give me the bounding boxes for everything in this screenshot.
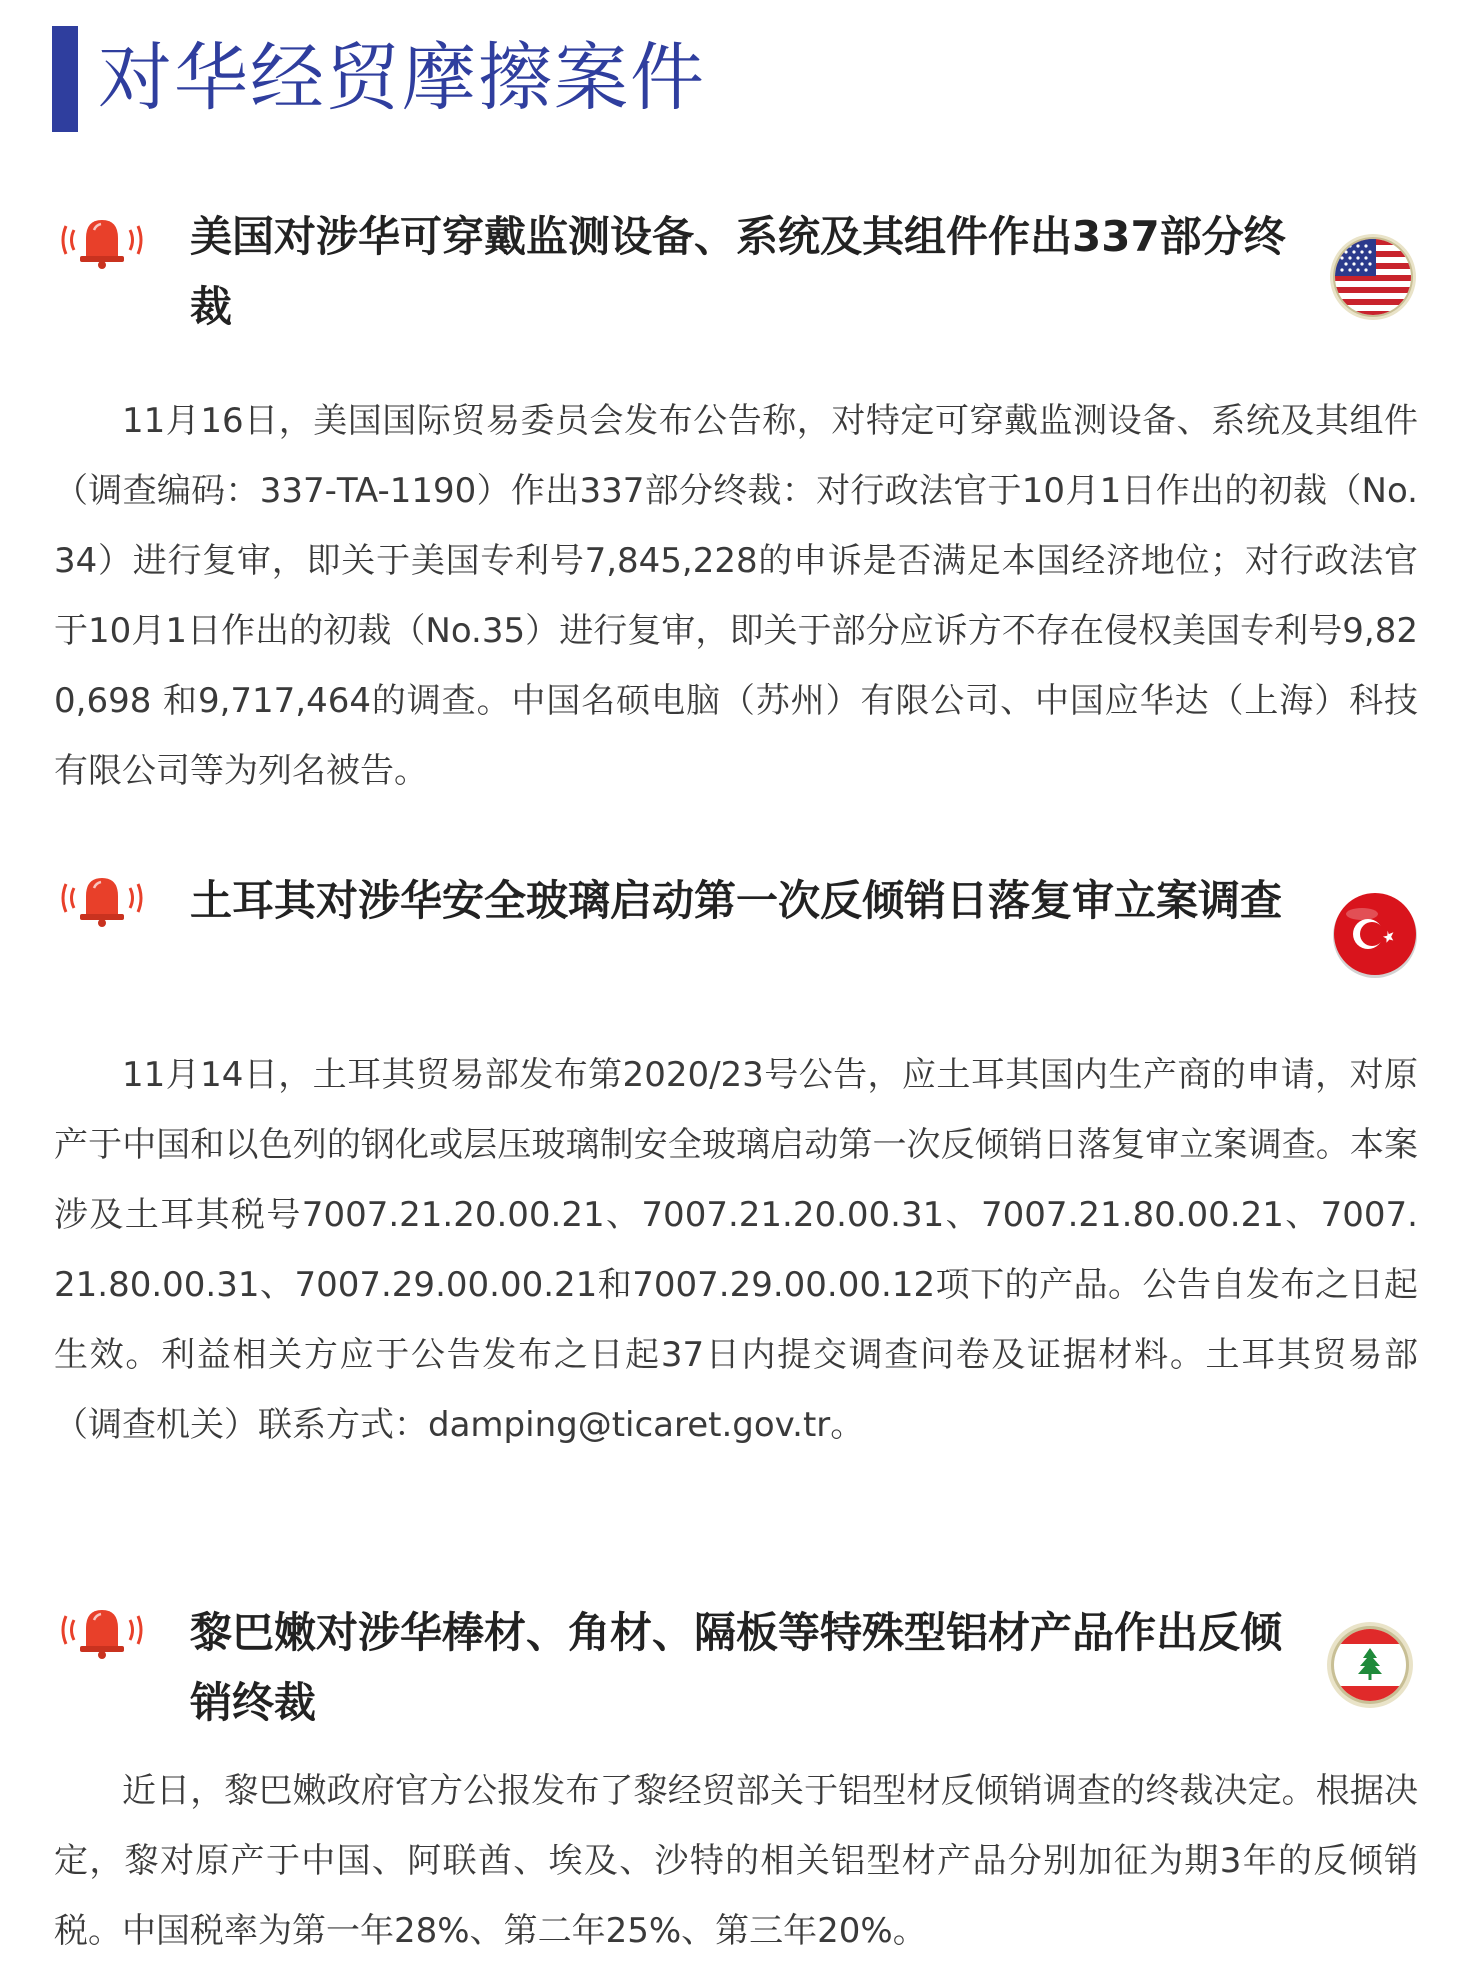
alarm-bell-icon [52,1600,152,1660]
lebanon-flag-icon [1325,1620,1415,1710]
us-flag-icon [1328,232,1418,322]
header-accent-bar [52,26,78,132]
page-header [52,24,1432,134]
case-body: 近日，黎巴嫩政府官方公报发布了黎经贸部关于铝型材反倾销调查的终裁决定。根据决定，黎对原产于中国、阿联酋、埃及、沙特的相关铝型材产品分别加征为期3年的反倾销税。中国税率为第一年28%、第二年25%、第三年20%。 [54,1771,1418,1951]
alarm-bell-icon [52,210,152,270]
case-title: 黎巴嫩对涉华棒材、角材、隔板等特殊型铝材产品作出反倾销终裁 [190,1608,1283,1727]
case-title: 美国对涉华可穿戴监测设备、系统及其组件作出337部分终裁 [190,212,1286,331]
case-body: 11月14日，土耳其贸易部发布第2020/23号公告，应土耳其国内生产商的申请，对原产于中国和以色列的钢化或层压玻璃制安全玻璃启动第一次反倾销日落复审立案调查。本案涉及土耳其税号7007.21.20.00.21、7007.21.20.00.31、7007.21.80.00.21、7007.21.80.00.31、7007.29.00.00.21和7007.29.00.00.12项下的产品。公告自发布之日起生效。利益相关方应于公告发布之日起37日内提交调查问卷及证据材料。土耳其贸易部（调查机关）联系方式：damping@ticaret.gov.tr。 [54,1055,1418,1445]
case-body: 11月16日，美国国际贸易委员会发布公告称，对特定可穿戴监测设备、系统及其组件（调查编码：337-TA-1190）作出337部分终裁：对行政法官于10月1日作出的初裁（No.34）进行复审，即关于美国专利号7,845,228的申诉是否满足本国经济地位；对行政法官于10月1日作出的初裁（No.35）进行复审，即关于部分应诉方不存在侵权美国专利号9,820,698 和9,717,464的调查。中国名硕电脑（苏州）有限公司、中国应华达（上海）科技有限公司等为列名被告。 [54,401,1418,791]
case-title: 土耳其对涉华安全玻璃启动第一次反倾销日落复审立案调查 [190,876,1283,925]
page-title: 对华经贸摩擦案件 [98,35,706,121]
turkey-flag-icon [1330,890,1420,980]
alarm-bell-icon [52,868,152,928]
